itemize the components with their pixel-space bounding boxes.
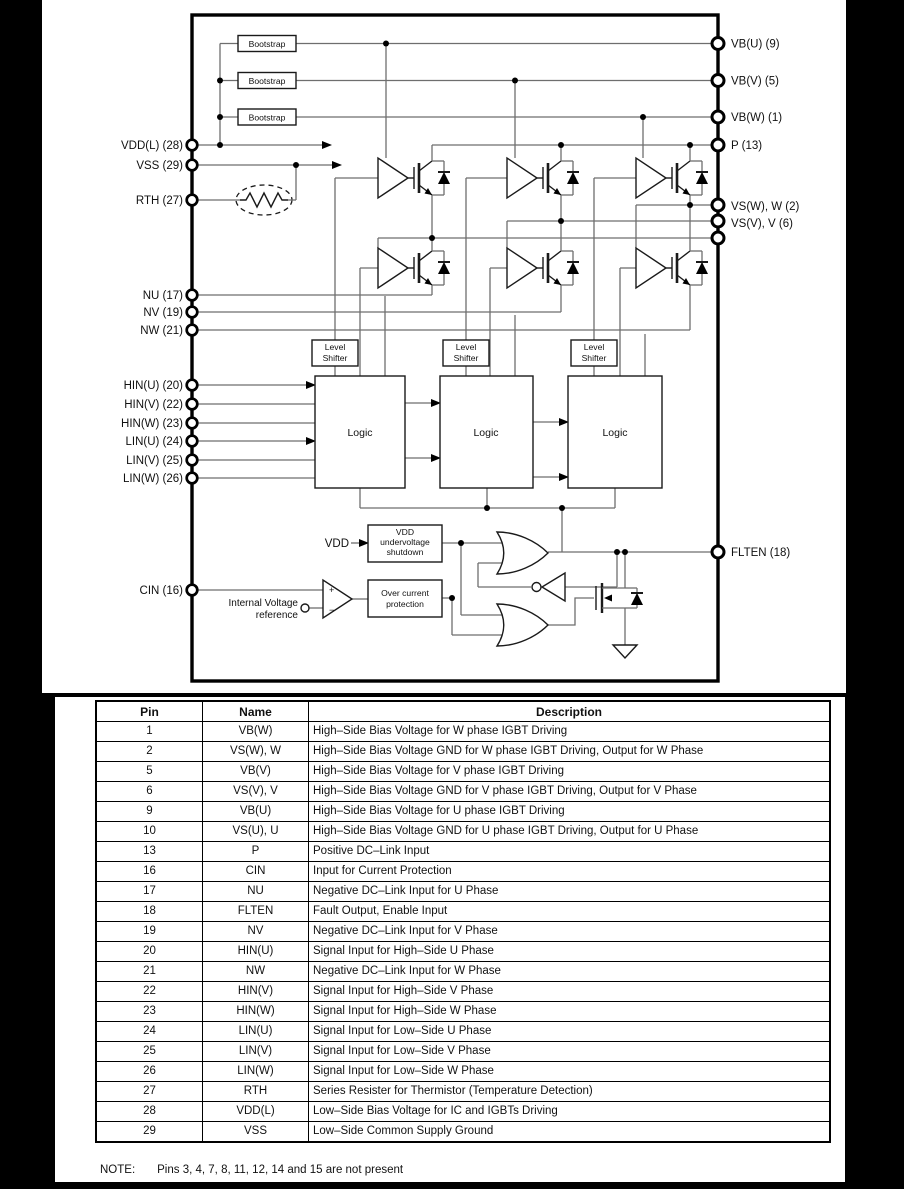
table-row	[96, 982, 830, 1002]
terminal-vddl	[187, 140, 198, 151]
table-body	[96, 722, 830, 1143]
terminal-label: VSS (29)	[136, 160, 183, 172]
pin-cell: 27	[96, 1082, 203, 1102]
vdd-uv-label: VDD	[395, 527, 415, 537]
terminal-hinu	[187, 380, 198, 391]
terminal-label: VDD(L) (28)	[121, 140, 183, 152]
table-row	[96, 1002, 830, 1022]
terminal-linv	[187, 455, 198, 466]
internal-voltage-reference-label: reference	[255, 610, 298, 621]
logic-label: Logic	[473, 427, 499, 439]
column-header-name: Name	[203, 701, 309, 722]
description-cell: Signal Input for High–Side W Phase	[309, 1002, 831, 1022]
name-cell: CIN	[203, 862, 309, 882]
bootstrap-label-1: Bootstrap	[248, 39, 286, 49]
table-row	[96, 882, 830, 902]
description-cell: Input for Current Protection	[309, 862, 831, 882]
terminal-label: LIN(U) (24)	[125, 436, 183, 448]
terminal-vsw	[712, 199, 724, 211]
column-header-description: Description	[309, 701, 831, 722]
table-row	[96, 742, 830, 762]
level-shifter-label: Shifter	[581, 353, 607, 363]
terminal-label: VS(W), W (2)	[731, 201, 800, 213]
pin-cell: 29	[96, 1122, 203, 1143]
ocp-label: protection	[386, 599, 424, 609]
reference-node	[301, 604, 309, 612]
note-text: Pins 3, 4, 7, 8, 11, 12, 14 and 15 are not present	[157, 1164, 404, 1176]
terminal-vbv	[712, 75, 724, 87]
ocp-label: Over current	[381, 588, 429, 598]
terminal-flten	[712, 546, 724, 558]
pin-cell: 26	[96, 1062, 203, 1082]
pin-cell: 21	[96, 962, 203, 982]
pin-cell: 16	[96, 862, 203, 882]
table-row	[96, 902, 830, 922]
name-cell: VB(V)	[203, 762, 309, 782]
note-label: NOTE:	[100, 1164, 136, 1176]
pin-cell: 9	[96, 802, 203, 822]
description-cell: Low–Side Common Supply Ground	[309, 1122, 831, 1143]
pin-cell: 25	[96, 1042, 203, 1062]
table-row	[96, 782, 830, 802]
description-cell: Signal Input for Low–Side W Phase	[309, 1062, 831, 1082]
bootstrap-label-2: Bootstrap	[248, 76, 286, 86]
terminal-nu	[187, 290, 198, 301]
pin-cell: 18	[96, 902, 203, 922]
table-row	[96, 862, 830, 882]
terminal-label: HIN(W) (23)	[121, 418, 183, 430]
table-row	[96, 762, 830, 782]
pin-cell: 17	[96, 882, 203, 902]
terminal-nv	[187, 307, 198, 318]
terminal-label: VB(V) (5)	[731, 75, 779, 88]
terminal-label: FLTEN (18)	[731, 547, 791, 559]
pin-cell: 28	[96, 1102, 203, 1122]
table-row	[96, 1102, 830, 1122]
table-header-row	[96, 701, 830, 722]
description-cell: High–Side Bias Voltage GND for W phase IGBT Driving, Output for W Phase	[309, 742, 831, 762]
terminal-vsu	[712, 232, 724, 244]
description-cell: Negative DC–Link Input for U Phase	[309, 882, 831, 902]
description-cell: High–Side Bias Voltage GND for U phase IGBT Driving, Output for U Phase	[309, 822, 831, 842]
terminal-vbw	[712, 111, 724, 123]
description-cell: Positive DC–Link Input	[309, 842, 831, 862]
name-cell: NW	[203, 962, 309, 982]
name-cell: LIN(W)	[203, 1062, 309, 1082]
name-cell: VSS	[203, 1122, 309, 1143]
description-cell: Negative DC–Link Input for W Phase	[309, 962, 831, 982]
table-row	[96, 942, 830, 962]
pin-cell: 22	[96, 982, 203, 1002]
table-row	[96, 842, 830, 862]
name-cell: LIN(U)	[203, 1022, 309, 1042]
terminal-linw	[187, 473, 198, 484]
pin-table-panel	[55, 697, 845, 1182]
table-row	[96, 722, 830, 742]
terminal-rth	[187, 195, 198, 206]
column-header-pin: Pin	[96, 701, 203, 722]
terminal-cin	[187, 585, 198, 596]
vdd-feed-label: VDD	[324, 538, 349, 550]
vdd-uv-label: shutdown	[386, 547, 424, 557]
terminal-nw	[187, 325, 198, 336]
name-cell: RTH	[203, 1082, 309, 1102]
level-shifter-label: Shifter	[453, 353, 479, 363]
table-row	[96, 822, 830, 842]
name-cell: VB(W)	[203, 722, 309, 742]
terminal-label: NU (17)	[142, 290, 183, 302]
pin-cell: 2	[96, 742, 203, 762]
description-cell: Signal Input for Low–Side V Phase	[309, 1042, 831, 1062]
terminal-hinw	[187, 418, 198, 429]
comparator-plus: +	[329, 585, 335, 595]
table-row	[96, 802, 830, 822]
description-cell: Low–Side Bias Voltage for IC and IGBTs Driving	[309, 1102, 831, 1122]
vdd-uv-label: undervoltage	[380, 537, 430, 547]
description-cell: Signal Input for High–Side U Phase	[309, 942, 831, 962]
terminal-vsv	[712, 215, 724, 227]
level-shifter-blocks	[312, 340, 617, 366]
bootstrap-label-3: Bootstrap	[248, 112, 286, 123]
logic-label: Logic	[602, 427, 628, 439]
name-cell: VB(U)	[203, 802, 309, 822]
terminal-label: VB(W) (1)	[731, 112, 783, 124]
terminal-label: P (13)	[731, 140, 763, 152]
pin-cell: 23	[96, 1002, 203, 1022]
description-cell: Signal Input for High–Side V Phase	[309, 982, 831, 1002]
name-cell: VS(W), W	[203, 742, 309, 762]
level-shifter-label: Level	[324, 342, 346, 352]
terminal-vbu	[712, 38, 724, 50]
name-cell: HIN(W)	[203, 1002, 309, 1022]
pin-cell: 13	[96, 842, 203, 862]
pin-cell: 19	[96, 922, 203, 942]
name-cell: NV	[203, 922, 309, 942]
internal-voltage-reference-label: Internal Voltage	[228, 598, 298, 609]
level-shifter-label: Shifter	[322, 353, 348, 363]
table-row	[96, 922, 830, 942]
description-cell: Negative DC–Link Input for V Phase	[309, 922, 831, 942]
terminal-label: CIN (16)	[139, 585, 183, 597]
description-cell: High–Side Bias Voltage GND for V phase IGBT Driving, Output for V Phase	[309, 782, 831, 802]
pin-cell: 10	[96, 822, 203, 842]
table-row	[96, 1042, 830, 1062]
table-row	[96, 962, 830, 982]
table-row	[96, 1062, 830, 1082]
name-cell: VS(U), U	[203, 822, 309, 842]
name-cell: VDD(L)	[203, 1102, 309, 1122]
description-cell: High–Side Bias Voltage for W phase IGBT Driving	[309, 722, 831, 742]
level-shifter-label: Level	[455, 342, 477, 352]
pin-cell: 1	[96, 722, 203, 742]
table-row	[96, 1122, 830, 1143]
terminal-label: NV (19)	[143, 307, 183, 319]
terminal-vss	[187, 160, 198, 171]
terminal-linu	[187, 436, 198, 447]
name-cell: FLTEN	[203, 902, 309, 922]
comparator-minus: −	[329, 605, 335, 615]
pin-cell: 6	[96, 782, 203, 802]
logic-label: Logic	[347, 427, 373, 439]
level-shifter-label: Level	[583, 342, 605, 352]
inverter-bubble	[532, 583, 541, 592]
name-cell: VS(V), V	[203, 782, 309, 802]
pin-cell: 20	[96, 942, 203, 962]
description-cell: Fault Output, Enable Input	[309, 902, 831, 922]
note-line	[100, 1164, 403, 1176]
name-cell: HIN(V)	[203, 982, 309, 1002]
bootstrap-blocks	[238, 36, 296, 126]
logic-blocks	[315, 376, 662, 488]
terminal-label: LIN(W) (26)	[122, 473, 183, 485]
description-cell: High–Side Bias Voltage for V phase IGBT Driving	[309, 762, 831, 782]
terminal-label: VS(V), V (6)	[731, 218, 793, 230]
name-cell: P	[203, 842, 309, 862]
description-cell: High–Side Bias Voltage for U phase IGBT Driving	[309, 802, 831, 822]
name-cell: NU	[203, 882, 309, 902]
terminal-p	[712, 139, 724, 151]
terminal-label: HIN(V) (22)	[124, 399, 183, 411]
table-row	[96, 1022, 830, 1042]
terminal-label: NW (21)	[140, 325, 183, 337]
name-cell: HIN(U)	[203, 942, 309, 962]
terminal-label: HIN(U) (20)	[123, 380, 183, 392]
pin-description-table	[95, 700, 831, 1143]
table-row	[96, 1082, 830, 1102]
terminal-label: RTH (27)	[135, 195, 183, 207]
terminal-hinv	[187, 399, 198, 410]
terminal-label: LIN(V) (25)	[126, 455, 183, 467]
name-cell: LIN(V)	[203, 1042, 309, 1062]
pin-cell: 5	[96, 762, 203, 782]
description-cell: Series Resister for Thermistor (Temperature Detection)	[309, 1082, 831, 1102]
terminal-label: VB(U) (9)	[731, 38, 780, 51]
description-cell: Signal Input for Low–Side U Phase	[309, 1022, 831, 1042]
pin-cell: 24	[96, 1022, 203, 1042]
